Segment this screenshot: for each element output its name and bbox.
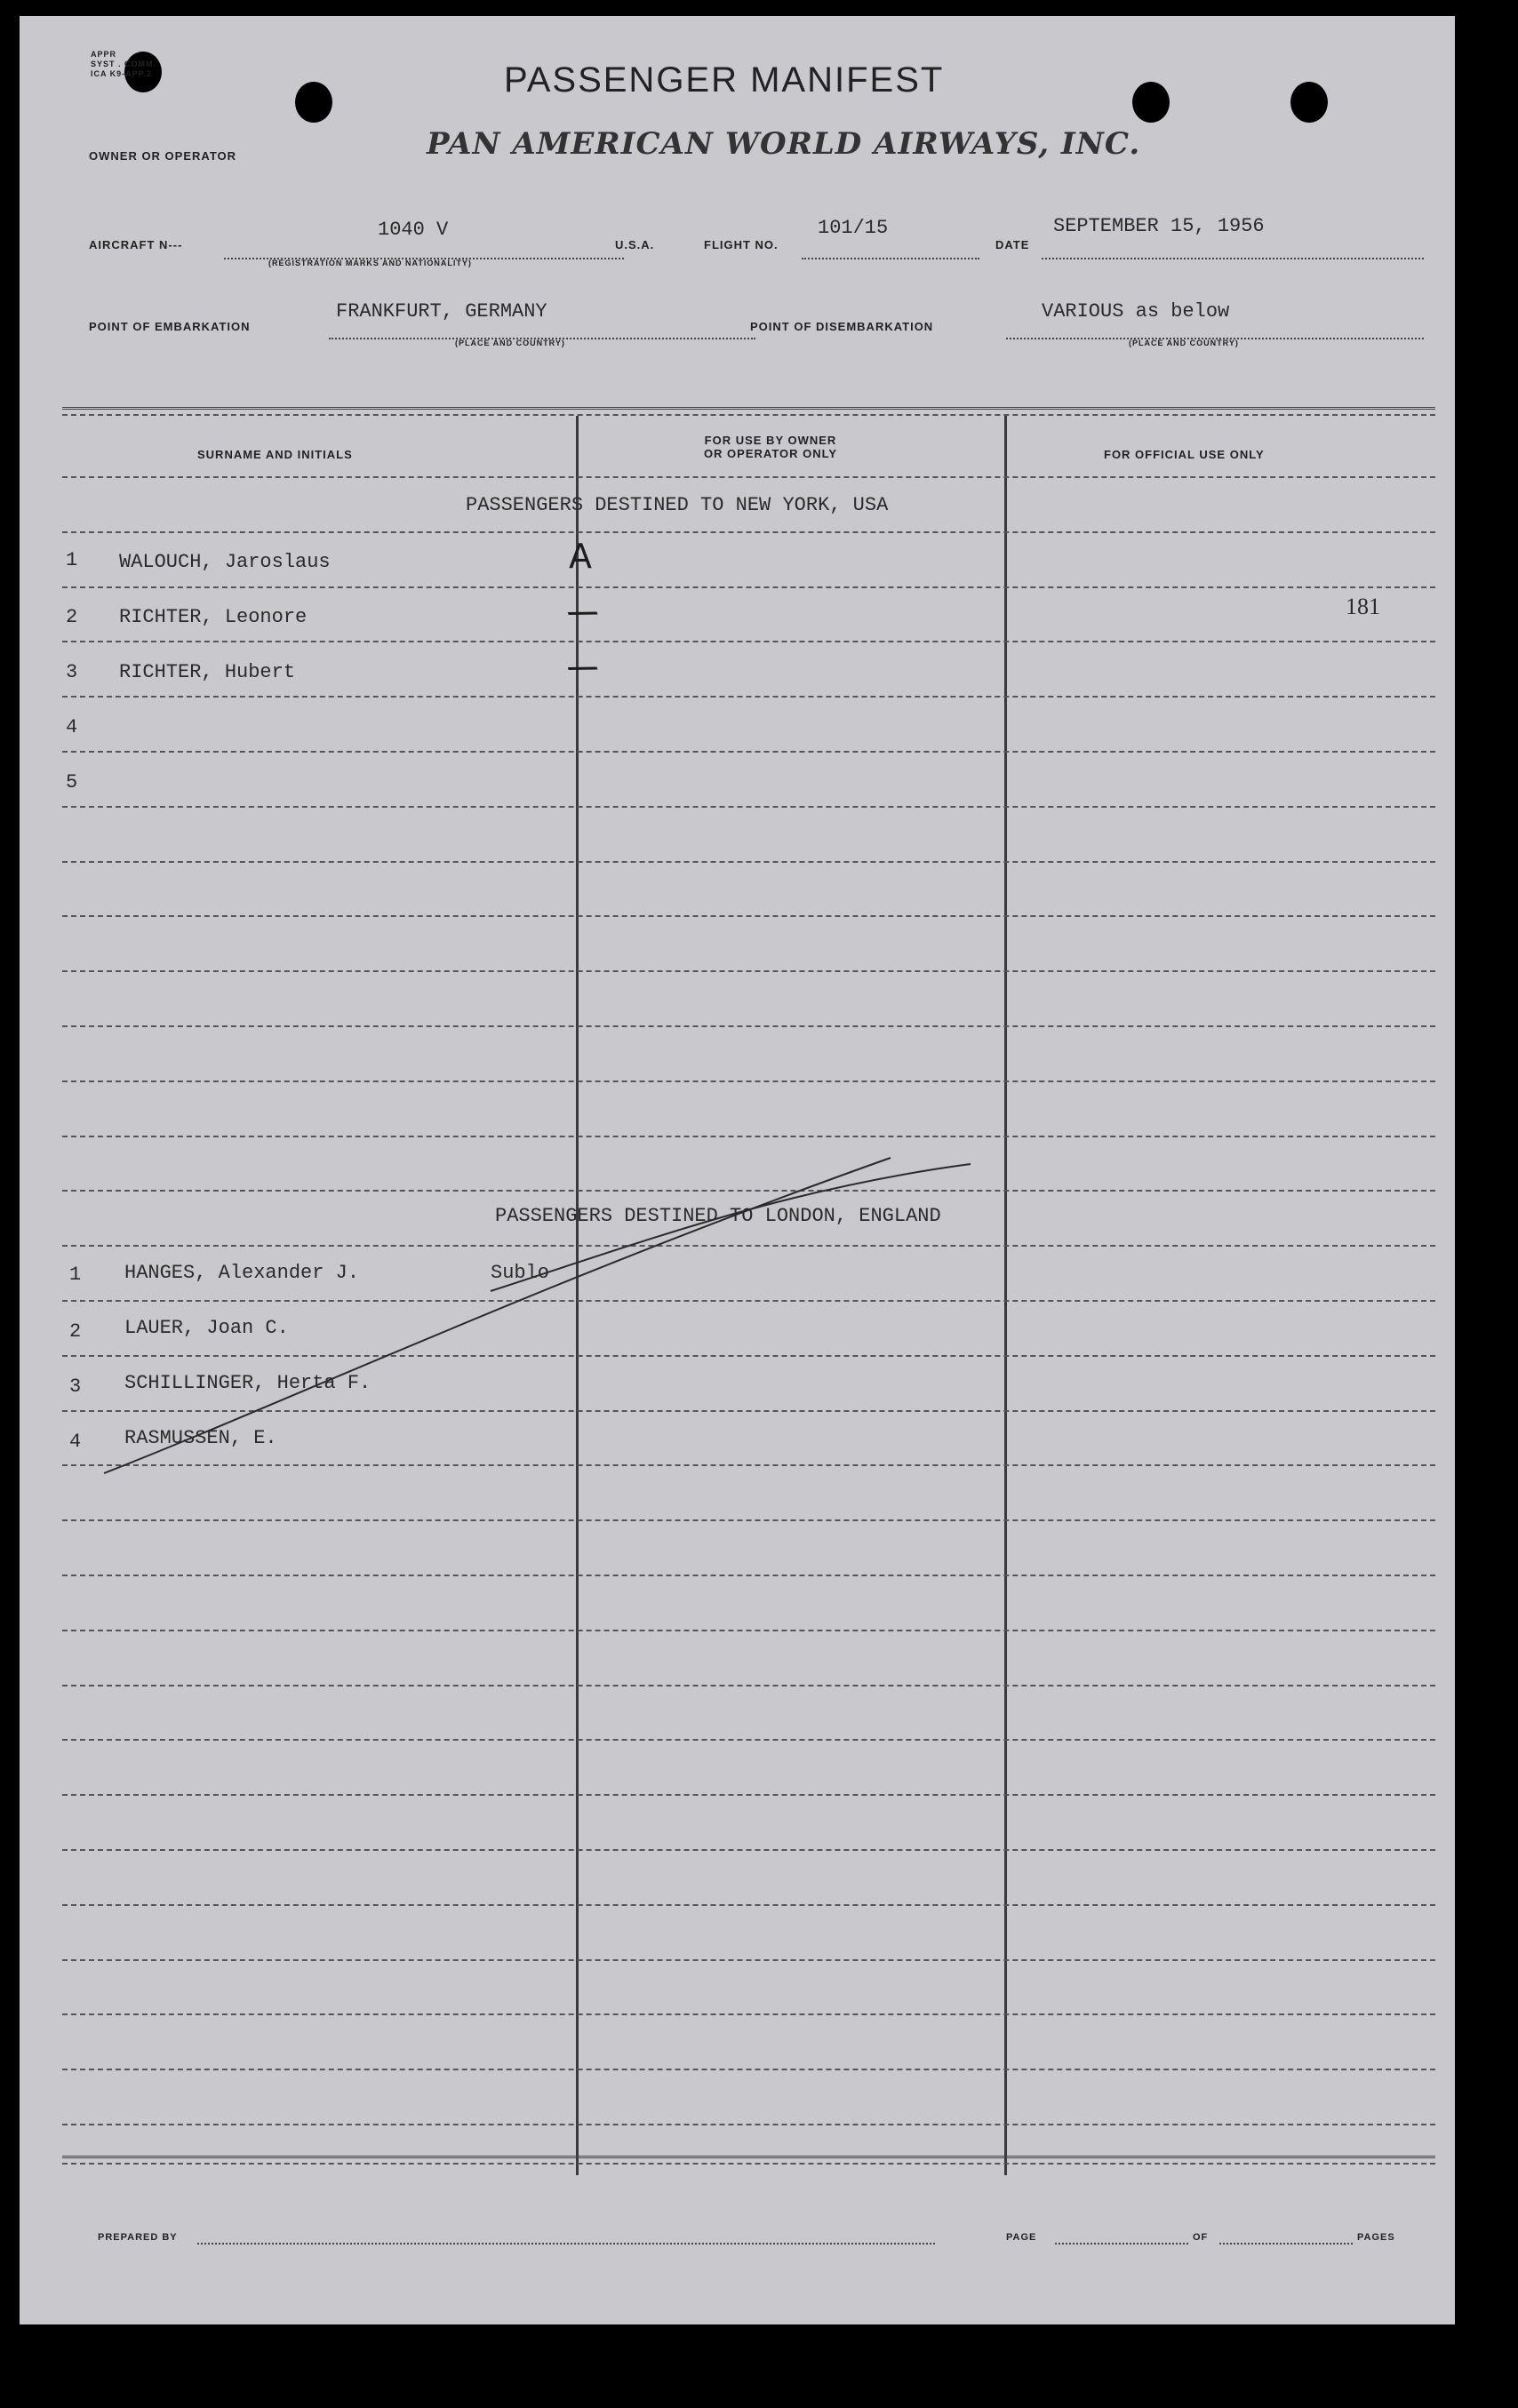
page-label: PAGE (1006, 2232, 1037, 2243)
official-number: 181 (1346, 594, 1380, 619)
owner-use-line: FOR USE BY OWNER (704, 434, 837, 447)
row-number: 3 (66, 661, 78, 683)
prepared-by-label: PREPARED BY (98, 2232, 178, 2243)
row-number: 2 (69, 1320, 82, 1343)
owner-mark: / (563, 602, 604, 625)
strike-through-lines (20, 16, 1455, 2324)
embarkation-label: POINT OF EMBARKATION (89, 320, 251, 333)
column-header-official: FOR OFFICIAL USE ONLY (1104, 448, 1265, 461)
row-number: 1 (69, 1264, 82, 1286)
passenger-name: RICHTER, Hubert (119, 661, 296, 683)
section-heading: PASSENGERS DESTINED TO LONDON, ENGLAND (495, 1205, 941, 1227)
approval-line: ICA K9-APP.2 (91, 69, 153, 78)
row-number: 5 (66, 771, 78, 793)
manifest-sheet (20, 16, 1455, 2324)
fill-line (197, 2243, 935, 2245)
date-value: SEPTEMBER 15, 1956 (1053, 215, 1265, 237)
flight-value: 101/15 (818, 217, 889, 239)
owner-use-line: OR OPERATOR ONLY (703, 447, 838, 460)
disembarkation-label: POINT OF DISEMBARKATION (750, 320, 934, 333)
approval-line: APPR (91, 50, 117, 59)
row-number: 2 (66, 606, 78, 628)
pen-stroke (491, 1164, 971, 1291)
row-number: 4 (69, 1431, 82, 1453)
fill-line (1055, 2243, 1188, 2245)
aircraft-value: 1040 V (378, 219, 449, 241)
of-label: OF (1193, 2232, 1209, 2243)
registration-caption: (REGISTRATION MARKS AND NATIONALITY) (268, 259, 472, 267)
row-number: 4 (66, 716, 78, 738)
embarkation-value: FRANKFURT, GERMANY (336, 300, 547, 323)
table-bottom-rule (62, 2163, 1435, 2165)
flight-label: FLIGHT NO. (704, 238, 779, 251)
place-caption: (PLACE AND COUNTRY) (1129, 339, 1239, 347)
passenger-name: HANGES, Alexander J. (124, 1262, 360, 1284)
owner-label: OWNER OR OPERATOR (89, 149, 237, 163)
owner-mark: / (563, 657, 604, 680)
pen-stroke (104, 1158, 891, 1473)
section-heading: PASSENGERS DESTINED TO NEW YORK, USA (466, 494, 889, 516)
approval-line: SYST . COMM. (91, 60, 157, 68)
page-title: PASSENGER MANIFEST (504, 60, 945, 100)
passenger-name: SCHILLINGER, Herta F. (124, 1372, 372, 1394)
passenger-name: RICHTER, Leonore (119, 606, 308, 628)
fill-line (1219, 2243, 1353, 2245)
column-header-surname: SURNAME AND INITIALS (197, 448, 353, 461)
passenger-name: LAUER, Joan C. (124, 1317, 289, 1339)
owner-mark: A (569, 537, 592, 576)
row-number: 3 (69, 1375, 82, 1398)
pages-label: PAGES (1357, 2232, 1395, 2243)
date-label: DATE (995, 238, 1030, 251)
row-number: 1 (66, 549, 78, 571)
company-name: PAN AMERICAN WORLD AIRWAYS, INC. (427, 126, 1141, 162)
passenger-note: Sublo (491, 1262, 550, 1284)
passenger-name: RASMUSSEN, E. (124, 1427, 277, 1449)
aircraft-label: AIRCRAFT N--- (89, 238, 183, 251)
passenger-name: WALOUCH, Jaroslaus (119, 551, 331, 573)
place-caption: (PLACE AND COUNTRY) (455, 339, 565, 347)
disembarkation-value: VARIOUS as below (1042, 300, 1230, 323)
usa-label: U.S.A. (615, 238, 655, 251)
table-bottom-rule (62, 2156, 1435, 2158)
